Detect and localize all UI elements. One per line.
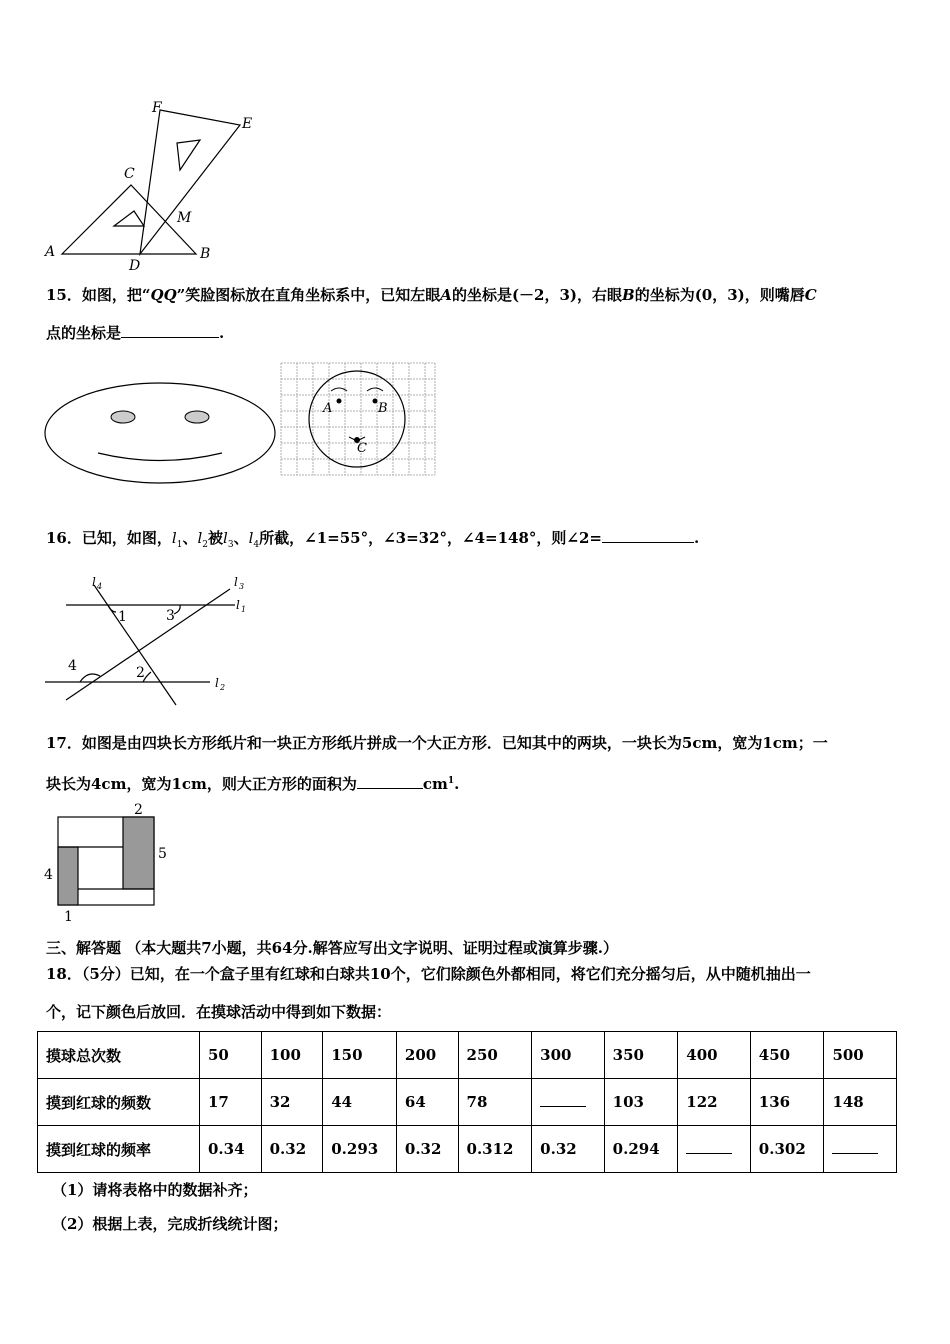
question-17 (46, 733, 828, 753)
table-cell: 32 (261, 1079, 323, 1126)
inner-triangle-set-square (177, 140, 200, 170)
inner-triangle-small (114, 211, 144, 226)
table-cell: 103 (604, 1079, 678, 1126)
fig-label-l2-sub: 2 (220, 683, 226, 692)
table-cell[interactable] (532, 1079, 605, 1126)
right-eye (185, 411, 209, 423)
square-pieces-figure (40, 800, 175, 925)
q18-line1: （5分）已知，在一个盒子里有红球和白球共10个，它们除颜色外都相同，将它们充分摇匀后，从中随机抽出一 (81, 965, 811, 983)
q15-point-a: A (440, 286, 452, 304)
table-cell: 350 (604, 1032, 678, 1079)
ball-draw-table (37, 1031, 897, 1173)
q16-text-c: 所截，∠1=55°，∠3=32°，∠4=148°，则∠2= (259, 529, 602, 547)
question-15-line2 (46, 323, 224, 343)
table-cell: 200 (396, 1032, 458, 1079)
q15-qq: QQ (150, 286, 177, 304)
mouth-curve (98, 453, 222, 461)
q17-answer-blank[interactable] (357, 774, 423, 789)
label-F: F (152, 100, 162, 116)
table-row (38, 1032, 897, 1079)
table-cell: 100 (261, 1032, 323, 1079)
table-cell: 122 (678, 1079, 751, 1126)
q16-text-a: 已知，如图， (81, 529, 172, 547)
point-b-dot (373, 399, 378, 404)
label-A: A (45, 244, 56, 260)
table-cell: 0.294 (604, 1126, 678, 1173)
table-row-header: 摸到红球的频率 (38, 1126, 200, 1173)
q17-text-a: 如图是由四块长方形纸片和一块正方形纸片拼成一个大正方形．已知其中的两块，一块长为5cm，宽为1cm；一 (81, 734, 828, 752)
rect-right-shaded (123, 817, 154, 889)
table-cell: 0.312 (458, 1126, 532, 1173)
q15-line2-text: 点的坐标是 (46, 324, 122, 342)
q15-text-b: ”笑脸图标放在直角坐标系中，已知左眼 (176, 286, 441, 304)
table-row-header: 摸到红球的频数 (38, 1079, 200, 1126)
table-cell: 44 (323, 1079, 397, 1126)
q16-line-l3: l (223, 529, 228, 547)
table-cell: 450 (750, 1032, 824, 1079)
table-cell: 0.32 (261, 1126, 323, 1173)
table-cell: 50 (200, 1032, 262, 1079)
question-16 (46, 528, 699, 555)
grid-label-B: B (378, 401, 388, 416)
label-C: C (124, 166, 135, 182)
table-cell: 250 (458, 1032, 532, 1079)
q15-text-a: 如图，把“ (81, 286, 151, 304)
question-18 (46, 964, 811, 984)
q18-number: 18． (46, 965, 82, 983)
q16-sep1: 、 (182, 529, 198, 547)
table-cell: 64 (396, 1079, 458, 1126)
triangle-DEF (140, 110, 240, 254)
table-cell[interactable] (678, 1126, 751, 1173)
q16-line-l1-sub: 1 (176, 540, 183, 550)
q17-unit: cm (422, 775, 448, 793)
table-cell: 0.34 (200, 1126, 262, 1173)
q16-line-l1: l (171, 529, 177, 547)
line-l3 (66, 589, 230, 700)
q16-text-end: . (693, 529, 700, 547)
coordinate-grid-figure (279, 361, 437, 479)
table-cell: 0.293 (323, 1126, 397, 1173)
ball-draw-table-body (38, 1032, 897, 1173)
table-row (38, 1126, 897, 1173)
parallel-lines-figure (40, 574, 260, 709)
fig-angle-3: 3 (166, 608, 175, 624)
left-eye (111, 411, 135, 423)
q17-line2-text: 块长为4cm，宽为1cm，则大正方形的面积为 (46, 775, 357, 793)
fig-label-l3: l (234, 575, 238, 589)
table-cell: 400 (678, 1032, 751, 1079)
table-answer-blank[interactable] (540, 1094, 586, 1107)
question-17-line2 (46, 771, 459, 794)
fig-label-l4-sub: 4 (97, 582, 103, 591)
section-3-heading: 三、解答题 （本大题共7小题，共64分.解答应写出文字说明、证明过程或演算步骤.） (46, 939, 618, 957)
table-row (38, 1079, 897, 1126)
label-M: M (177, 210, 192, 226)
fig-label-bottom: 1 (64, 909, 73, 925)
label-D: D (129, 258, 141, 273)
grid-label-C: C (357, 441, 367, 456)
fig-label-right: 5 (158, 846, 167, 862)
table-cell: 148 (824, 1079, 897, 1126)
fig-label-l3-sub: 3 (239, 582, 245, 591)
q16-line-l3-sub: 3 (227, 540, 234, 550)
q16-line-l2: l (197, 529, 203, 547)
fig-label-left: 4 (44, 867, 53, 883)
qq-smiley-figure (40, 380, 285, 490)
triangle-figure (40, 98, 270, 273)
q16-text-b: 被 (208, 529, 224, 547)
fig-angle-4: 4 (68, 658, 77, 674)
point-a-dot (337, 399, 342, 404)
table-cell: 0.302 (750, 1126, 824, 1173)
face-outline (45, 383, 275, 483)
q17-number: 17． (46, 734, 82, 752)
q17-line2-end: . (454, 775, 460, 793)
q18-part-1: （1）请将表格中的数据补齐； (52, 1181, 258, 1199)
table-cell: 0.32 (396, 1126, 458, 1173)
angle-4-arc (80, 674, 100, 682)
table-answer-blank[interactable] (832, 1141, 878, 1154)
table-row-header: 摸球总次数 (38, 1032, 200, 1079)
grid-label-A: A (323, 401, 333, 416)
question-18-line2: 个，记下颜色后放回．在摸球活动中得到如下数据： (46, 1003, 392, 1021)
q18-part-2: （2）根据上表，完成折线统计图； (52, 1215, 288, 1233)
q15-text-c: 的坐标是(－2，3)，右眼 (451, 286, 623, 304)
rect-left-shaded (58, 847, 78, 905)
triangle-ACB (62, 185, 196, 254)
table-cell: 0.32 (532, 1126, 605, 1173)
question-15 (46, 285, 817, 305)
table-cell[interactable] (824, 1126, 897, 1173)
q15-line2-end: . (219, 324, 225, 342)
table-cell: 150 (323, 1032, 397, 1079)
q15-text-d: 的坐标为(0，3)，则嘴唇 (634, 286, 805, 304)
fig-angle-2: 2 (136, 665, 145, 681)
q17-unit-sup: 1 (447, 776, 455, 786)
q16-line-l4: l (248, 529, 254, 547)
label-B: B (200, 246, 211, 262)
table-cell: 300 (532, 1032, 605, 1079)
q16-number: 16． (46, 529, 82, 547)
table-cell: 17 (200, 1079, 262, 1126)
table-cell: 500 (824, 1032, 897, 1079)
line-l4 (94, 585, 176, 705)
fig-label-l4: l (92, 575, 96, 589)
fig-label-l1: l (236, 598, 240, 612)
fig-label-top: 2 (134, 802, 143, 818)
angle-1-arc (108, 605, 116, 612)
q16-sep2: 、 (233, 529, 249, 547)
q15-number: 15． (46, 286, 82, 304)
fig-label-l1-sub: 1 (241, 605, 247, 614)
q16-answer-blank[interactable] (602, 528, 694, 543)
label-E: E (242, 116, 253, 132)
fig-label-l2: l (215, 676, 219, 690)
q15-point-c: C (804, 286, 817, 304)
q15-answer-blank[interactable] (121, 323, 219, 338)
q16-line-l2-sub: 2 (202, 540, 208, 550)
table-cell: 136 (750, 1079, 824, 1126)
q16-line-l4-sub: 4 (253, 540, 260, 550)
table-cell: 78 (458, 1079, 532, 1126)
table-answer-blank[interactable] (686, 1141, 732, 1154)
fig-angle-1: 1 (118, 609, 127, 625)
right-eyebrow (367, 388, 383, 391)
q15-point-b: B (622, 286, 635, 304)
